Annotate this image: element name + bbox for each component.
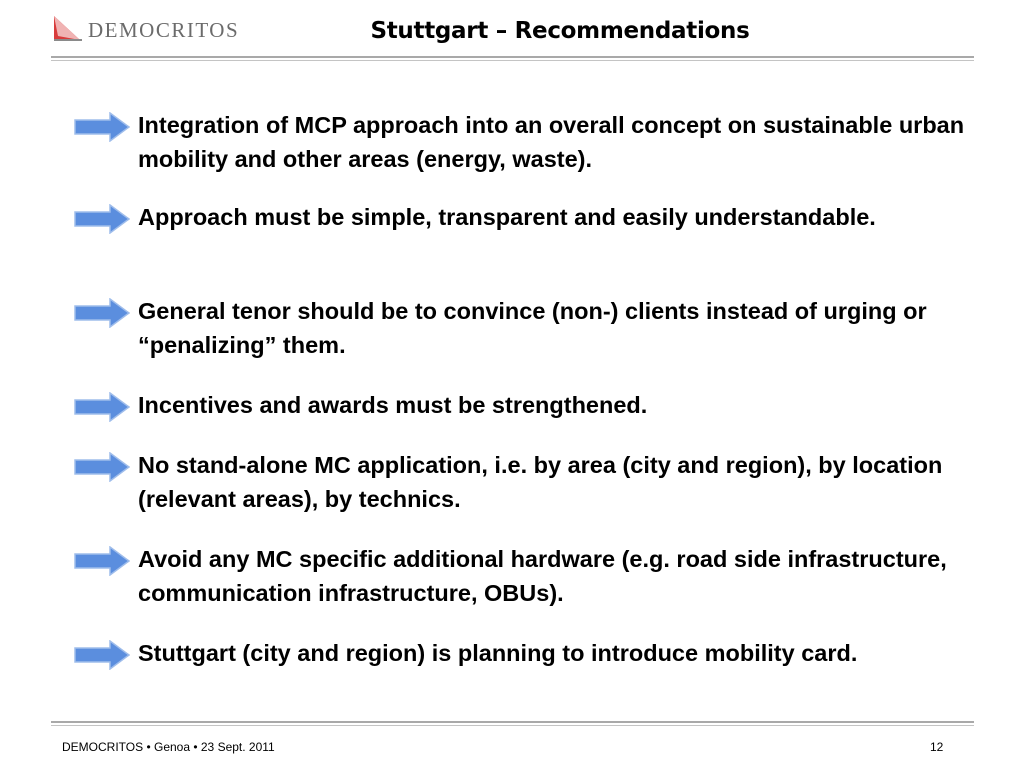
arrow-bullet-icon <box>74 298 130 328</box>
footer-divider-thin <box>51 725 974 726</box>
bullet-text: Integration of MCP approach into an overall concept on sustainable urban mobility and other areas (energy, waste). <box>138 112 965 172</box>
footer-text: DEMOCRITOS • Genoa • 23 Sept. 2011 <box>62 740 275 754</box>
header-divider <box>51 56 974 58</box>
arrow-bullet-icon <box>74 392 130 422</box>
footer-divider <box>51 721 974 723</box>
bullet-text: Incentives and awards must be strengthened. <box>138 392 648 418</box>
bullet-text: Avoid any MC specific additional hardware (e.g. road side infrastructure, communication infrastructure, OBUs). <box>138 546 947 606</box>
arrow-bullet-icon <box>74 204 130 234</box>
slide-title: Stuttgart – Recommendations <box>370 18 750 44</box>
header-divider-thin <box>51 60 974 61</box>
bullet-text: Stuttgart (city and region) is planning to introduce mobility card. <box>138 640 858 666</box>
page-number: 12 <box>930 740 944 754</box>
logo-text: DEMOCRITOS <box>88 18 240 42</box>
bullet-text: Approach must be simple, transparent and easily understandable. <box>138 204 876 230</box>
bullet-text: General tenor should be to convince (non-) clients instead of urging or “penalizing” them. <box>138 298 927 358</box>
democritos-logo <box>54 12 284 46</box>
bullet-text: No stand-alone MC application, i.e. by area (city and region), by location (relevant areas), by technics. <box>138 452 943 512</box>
arrow-bullet-icon <box>74 546 130 576</box>
arrow-bullet-icon <box>74 112 130 142</box>
arrow-bullet-icon <box>74 452 130 482</box>
arrow-bullet-icon <box>74 640 130 670</box>
logo-mark-icon <box>54 12 84 42</box>
